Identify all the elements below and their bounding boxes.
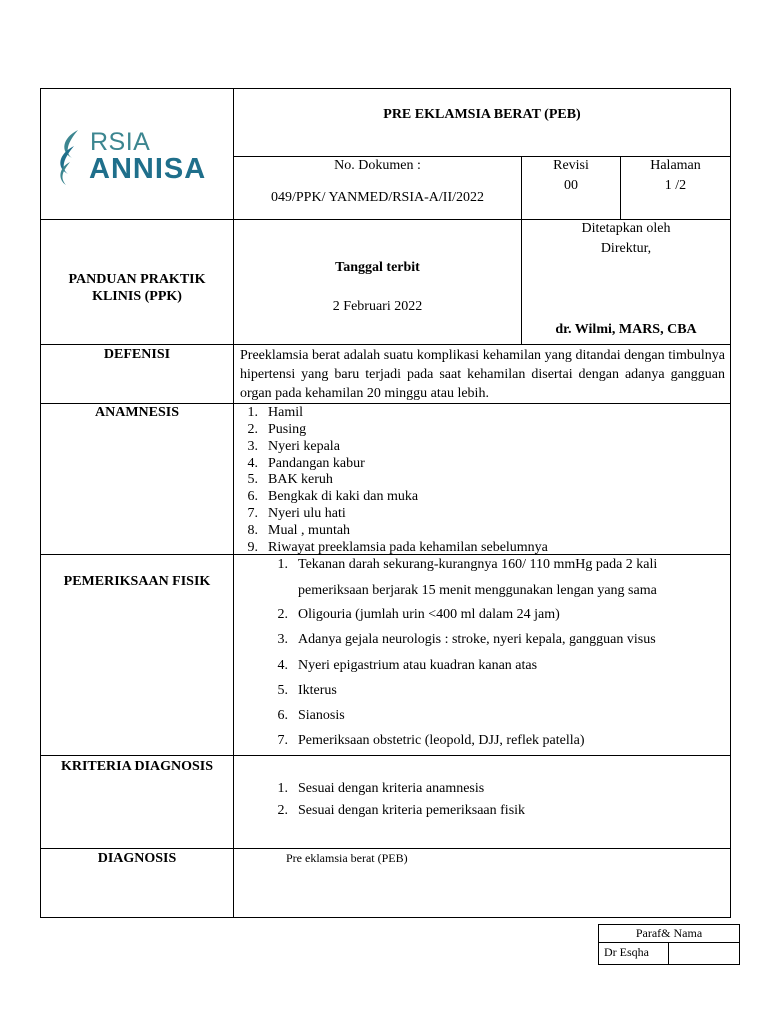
list-item: 3. Nyeri kepala xyxy=(247,439,340,454)
section-label-diagnosis: DIAGNOSIS xyxy=(97,851,177,866)
table-border-top xyxy=(40,88,731,89)
list-item: 1. Tekanan darah sekurang-kurangnya 160/ 110 mmHg pada 2 kali xyxy=(277,557,658,572)
list-item: 4. Nyeri epigastrium atau kuadran kanan atas xyxy=(277,658,538,673)
list-item: 5. Ikterus xyxy=(277,683,337,698)
revision-label: Revisi xyxy=(553,158,589,173)
approved-by-label: Ditetapkan oleh xyxy=(581,221,671,236)
list-item: 2. Oligouria (jumlah urin <400 ml dalam 24 jam) xyxy=(277,607,560,622)
diagnosis-text: Pre eklamsia berat (PEB) xyxy=(286,851,408,865)
section-label-kriteria-diagnosis: KRITERIA DIAGNOSIS xyxy=(60,759,214,774)
logo-text-annisa: ANNISA xyxy=(89,153,207,185)
page-value: 1 /2 xyxy=(664,178,687,193)
row-divider xyxy=(40,344,731,345)
column-divider xyxy=(233,88,234,918)
signature-box-bottom xyxy=(598,964,740,965)
list-item: 3. Adanya gejala neurologis : stroke, nyeri kepala, gangguan visus xyxy=(277,632,656,647)
section-label-defenisi: DEFENISI xyxy=(103,347,171,362)
list-item: 7. Pemeriksaan obstetric (leopold, DJJ, reflek patella) xyxy=(277,733,585,748)
list-item: 1. Sesuai dengan kriteria anamnesis xyxy=(277,781,485,796)
signature-box-right xyxy=(739,924,740,965)
leaf-logo-icon xyxy=(56,128,88,186)
paraf-label: Paraf& Nama xyxy=(635,926,703,940)
revision-value: 00 xyxy=(564,178,578,193)
hospital-logo xyxy=(56,128,216,188)
list-item: 4. Pandangan kabur xyxy=(247,456,365,471)
table-border-bottom xyxy=(40,917,731,918)
doc-number-label: No. Dokumen : xyxy=(334,158,421,173)
signature-box-split xyxy=(668,942,669,964)
issue-date-value: 2 Februari 2022 xyxy=(332,299,423,314)
signer-name: dr. Wilmi, MARS, CBA xyxy=(555,322,697,337)
document-title: PRE EKLAMSIA BERAT (PEB) xyxy=(383,107,581,122)
list-item: 6. Sianosis xyxy=(277,708,345,723)
table-border-right xyxy=(730,88,731,918)
table-border-left xyxy=(40,88,41,918)
list-item: 2. Sesuai dengan kriteria pemeriksaan fisik xyxy=(277,803,526,818)
section-label-pemeriksaan-fisik: PEMERIKSAAN FISIK xyxy=(63,574,211,589)
definition-text: Preeklamsia berat adalah suatu komplikasi kehamilan yang ditandai dengan timbulnya hipertensi yang baru terjadi pada saat kehamilan disertai dengan adanya gangguan organ pada kehamilan 20 minggu atau lebih. xyxy=(240,348,725,401)
list-item: 8. Mual , muntah xyxy=(247,523,351,538)
signer-initial-name: Dr Esqha xyxy=(604,945,649,959)
approved-by-role: Direktur, xyxy=(600,241,652,256)
ppk-title-line2: KLINIS (PPK) xyxy=(92,289,182,304)
ppk-title-line1: PANDUAN PRAKTIK xyxy=(68,272,206,287)
page-label: Halaman xyxy=(650,158,701,173)
logo-text-rsia: RSIA xyxy=(90,128,151,156)
list-item: 2. Pusing xyxy=(247,422,307,437)
issue-date-label: Tanggal terbit xyxy=(335,260,420,275)
list-item: 5. BAK keruh xyxy=(247,472,333,487)
list-item: 9. Riwayat preeklamsia pada kehamilan sebelumnya xyxy=(247,540,548,555)
section-label-anamnesis: ANAMNESIS xyxy=(94,405,179,420)
list-item: 6. Bengkak di kaki dan muka xyxy=(247,489,419,504)
row-divider xyxy=(40,755,731,756)
doc-number-value: 049/PPK/ YANMED/RSIA-A/II/2022 xyxy=(271,190,484,205)
list-item-continuation: pemeriksaan berjarak 15 menit menggunakan lengan yang sama xyxy=(298,583,657,598)
row-divider xyxy=(40,848,731,849)
list-item: 7. Nyeri ulu hati xyxy=(247,506,346,521)
signature-box-divider xyxy=(598,942,740,943)
list-item: 1. Hamil xyxy=(247,405,303,420)
